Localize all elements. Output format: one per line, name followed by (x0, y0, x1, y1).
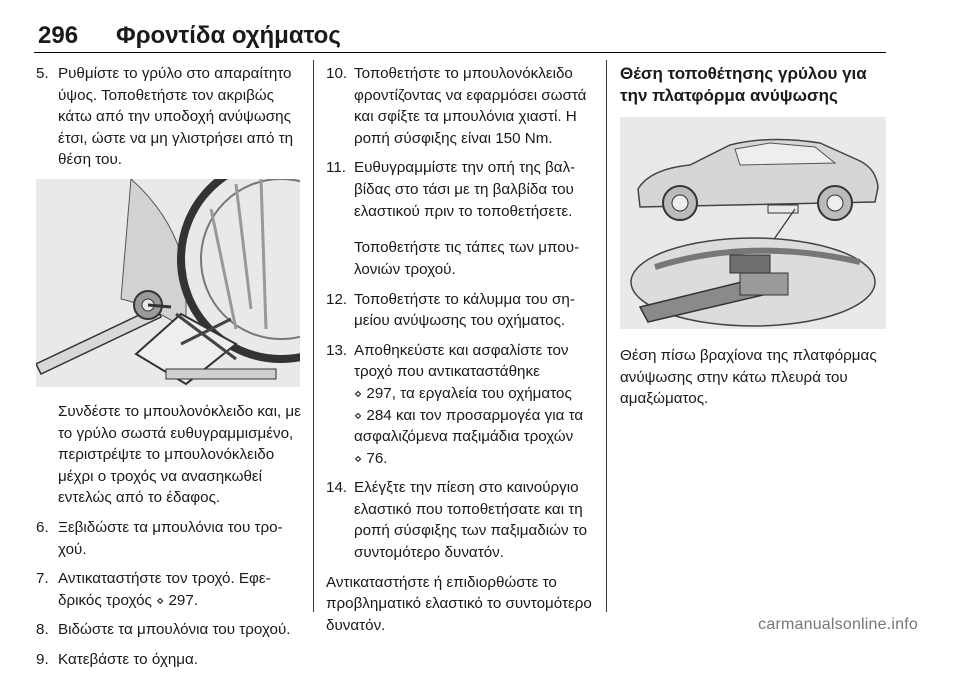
step-10 (326, 63, 592, 149)
step-number: 13. (326, 341, 348, 359)
step-text: Ρυθμίστε το γρύλο στο απαραίτητο ύψος. Τοποθετήστε τον ακριβώς κάτω από την υποδοχή ανύψωσης έτσι, ώστε να μη γλιστρήσει από τη θέση του. (58, 65, 294, 169)
jack-illustration (36, 179, 300, 387)
step-8 (36, 619, 302, 641)
page-ref-icon: ⋄ (354, 407, 363, 423)
step-13 (326, 340, 592, 470)
step-text: . (193, 591, 199, 609)
step-number: 11. (326, 159, 346, 177)
step-text: και τον προσαρμογέα για τα ασφαλιζόμενα παξιμάδια τροχών (354, 406, 584, 446)
chapter-title: Φροντίδα οχήματος (116, 22, 341, 49)
step-5 (36, 63, 302, 171)
step-number: 6. (36, 518, 49, 536)
closing-paragraph: Αντικαταστήστε ή επιδιορθώστε το προβληματικό ελαστικό το συντομότερο δυνατόν. (326, 573, 592, 634)
lift-platform-illustration (620, 117, 886, 329)
step-5-continuation: Συνδέστε το μπουλονόκλειδο και, με το γρύλο σωστά ευθυγραμμισμένο, περιστρέψτε το μπουλονόκλειδο μέχρι ο τροχός να ανασηκωθεί εντελώς από το έδαφος. (58, 402, 301, 507)
step-11-sub: Τοποθετήστε τις τάπες των μπουλονιών τροχού. (354, 239, 580, 278)
column-divider (313, 60, 314, 612)
step-text: Κατεβάστε το όχημα. (58, 650, 199, 668)
step-number: 14. (326, 479, 348, 497)
step-text: Τοποθετήστε το κάλυμμα του σημείου ανύψωσης του οχήματος. (354, 290, 575, 330)
step-text: Ευθυγραμμίστε την οπή της βαλβίδας στο τάσι με τη βαλβίδα του ελαστικού πριν το τοποθετήσετε. (354, 159, 576, 220)
page-reference[interactable]: 284 (366, 406, 392, 424)
step-text: Αντικαταστήστε τον τροχό. Εφεδρικός τροχός (58, 570, 271, 609)
step-11 (326, 157, 592, 222)
figure-caption: Θέση πίσω βραχίονα της πλατφόρμας ανύψωσης στην κάτω πλευρά του αμαξώματος. (620, 347, 877, 408)
page-reference[interactable]: 76 (366, 449, 384, 467)
section-heading: Θέση τοποθέτησης γρύλου για την πλατφόρμα ανύψωσης (620, 64, 867, 105)
step-text: Βιδώστε τα μπουλόνια του τροχού. (58, 621, 291, 639)
watermark: carmanualsonline.info (758, 616, 918, 633)
step-text: Αποθηκεύστε και ασφαλίστε τον τροχό που αντικαταστάθηκε (354, 341, 569, 381)
step-text: Ξεβιδώστε τα μπουλόνια του τροχού. (58, 518, 283, 558)
column-right (620, 63, 892, 410)
page-header (34, 22, 886, 53)
step-9 (36, 649, 302, 671)
column-divider (606, 60, 607, 612)
step-text: . (383, 449, 388, 467)
step-6 (36, 517, 302, 560)
step-number: 8. (36, 621, 49, 639)
step-number: 9. (36, 650, 49, 668)
step-12 (326, 289, 592, 332)
step-number: 10. (326, 65, 348, 82)
column-middle (326, 63, 592, 636)
page-number: 296 (38, 22, 79, 49)
step-14 (326, 477, 592, 563)
step-number: 12. (326, 290, 348, 308)
step-text: , τα εργαλεία του οχήματος (391, 384, 572, 402)
page-ref-icon: ⋄ (354, 385, 363, 401)
step-text: Ελέγξτε την πίεση στο καινούργιο ελαστικό που τοποθετήσατε και τη ροπή σύσφιξης των παξιμαδιών το συντομότερο δυνατόν. (354, 479, 588, 562)
step-text: Τοποθετήστε το μπουλονόκλειδο φροντίζοντας να εφαρμόσει σωστά και σφίξτε τα μπουλόνια χιαστί. Η ροπή σύσφιξης είναι 150 Nm. (354, 65, 587, 147)
step-7 (36, 568, 302, 611)
page-reference[interactable]: 297 (366, 384, 392, 402)
page-ref-icon: ⋄ (156, 592, 165, 608)
page-reference[interactable]: 297 (168, 591, 194, 609)
column-left (36, 63, 302, 679)
step-number: 5. (36, 65, 49, 82)
page-ref-icon: ⋄ (354, 450, 363, 466)
step-number: 7. (36, 570, 49, 588)
